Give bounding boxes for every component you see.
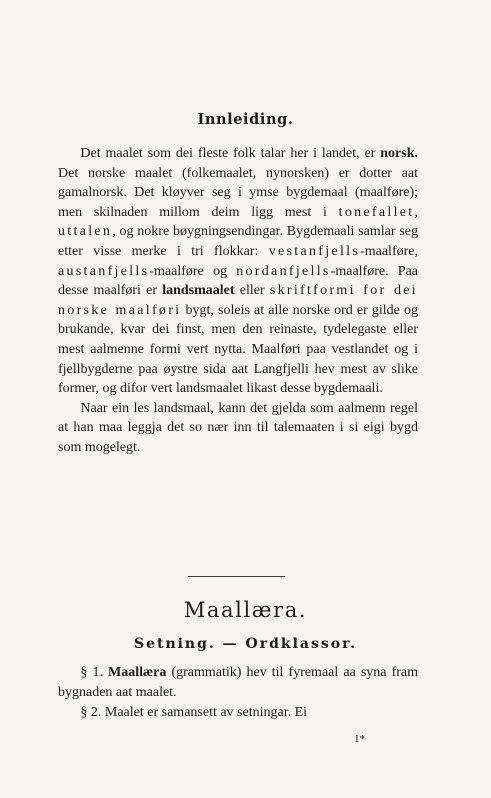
intro-paragraph-2: Naar ein les landsmaal, kann det gjelda som aalmenn regel at han maa leggja det so nær inn til talemaaten i si eigi bygd som mogelegt. [58,400,418,455]
section-1-number: § 1. [80,665,103,680]
section-divider [188,576,285,577]
intro-paragraph-1: Det maalet som dei fleste folk talar her i landet, er norsk. Det norske maalet (folkemaalet, nynorsken) er dotter aat gamalnorsk. Det kløyver seg i ymse bygdemaal (maalføre); men skilnaden millom deim ligg mest i tonefallet, uttalen, og nokre bøygningsendingar. Bygdemaali samlar seg etter visse merke i tri flokkar: vestanfjells-maalføre, austanfjells-maalføre og nordanfjells-maalføre. Paa desse maalføri er landsmaalet eller skriftformi for dei norske maalføri bygt, soleis at alle norske ord er gilde og brukande, kvar dei finst, men den reinaste, tydelegaste eller mest aalmenne formi vert nytta. Maalføri paa vestlandet og i fjellbygderne paa øystre sida aat Langfjelli hev mest av slike former, og difor vert landsmaalet likast desse bygdemaali. [58,146,418,397]
grammar-text [58,663,418,722]
printer-signature-mark: 1* [354,733,365,745]
term-vestanfjells: vestanfjells [268,243,361,259]
chapter-subtitle: Setning. — Ordklassor. [133,636,358,652]
section-2: § 2. Maalet er samansett av setningar. Ei [80,704,308,720]
term-tonefallet: tonefallet [338,204,415,220]
term-landsmaalet: landsmaalet [162,283,235,299]
term-uttalen: uttalen [58,224,113,240]
term-maallaera: Maallæra [108,665,167,680]
term-nordanfjells: nordanfjells [236,263,331,279]
section-1: § 1. Maallæra (grammatik) hev til fyremaal aa syna fram bygnaden aat maalet. [58,665,419,700]
section-heading-innleiding: Innleiding. [197,111,294,128]
term-skriftformi: skriftformi for dei norske maalføri [58,283,418,318]
intro-text [58,144,418,458]
section-2-number: § 2. [80,704,102,720]
term-austanfjells: austanfjells [58,263,150,279]
chapter-title-maallaera: Maallæra. [183,598,308,622]
term-norsk: norsk. [380,146,418,161]
